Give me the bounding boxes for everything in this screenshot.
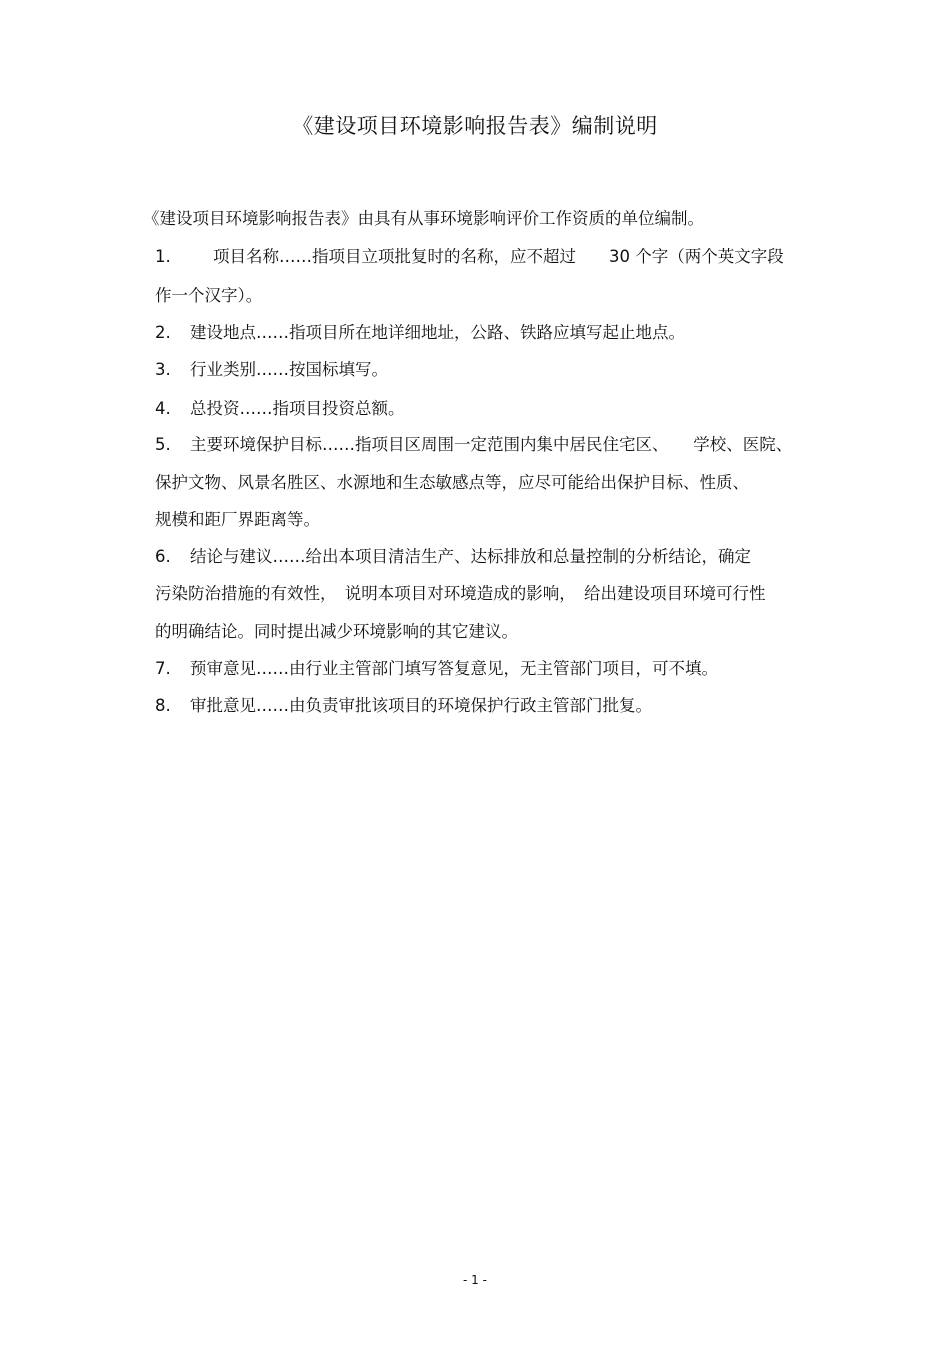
item-text: 结论与建议……给出本项目清洁生产、达标排放和总量控制的分析结论，确定: [190, 547, 751, 566]
document-title: 《建设项目环境影响报告表》编制说明: [292, 114, 658, 138]
item-text: 建设地点……指项目所在地详细地址，公路、铁路应填写起止地点。: [190, 323, 685, 342]
list-item-3: [155, 358, 388, 382]
item-text: 总投资……指项目投资总额。: [190, 399, 405, 418]
item-number: 5.: [155, 435, 171, 454]
item-text: 审批意见……由负责审批该项目的环境保护行政主管部门批复。: [190, 696, 652, 715]
list-item-8: [155, 694, 652, 718]
list-item-4: [155, 397, 405, 421]
item-text: 主要环境保护目标……指项目区周围一定范围内集中居民住宅区、 学校、医院、: [190, 435, 793, 454]
item-number: 7.: [155, 659, 171, 678]
item-number: 2.: [155, 323, 171, 342]
item-number: 6.: [155, 547, 171, 566]
list-item-1: [155, 245, 784, 269]
list-item-2: [155, 321, 685, 345]
item-text: 项目名称……指项目立项批复时的名称，应不超过 30 个字（两个英文字段: [213, 247, 784, 266]
list-item-1-continuation: 作一个汉字）。: [155, 286, 263, 305]
item-number: 8.: [155, 696, 171, 715]
list-item-6-continuation: 污染防治措施的有效性， 说明本项目对环境造成的影响， 给出建设项目环境可行性: [155, 584, 766, 603]
list-item-6: [155, 545, 751, 569]
intro-paragraph: 《建设项目环境影响报告表》由具有从事环境影响评价工作资质的单位编制。: [143, 209, 704, 228]
list-item-7: [155, 657, 718, 681]
item-number: 4.: [155, 399, 171, 418]
item-number: 3.: [155, 360, 171, 379]
list-item-5-continuation: 保护文物、风景名胜区、水源地和生态敏感点等，应尽可能给出保护目标、性质、: [155, 473, 749, 492]
page-number: - 1 -: [463, 1273, 487, 1287]
item-text: 行业类别……按国标填写。: [190, 360, 388, 379]
list-item-5-continuation: 规模和距厂界距离等。: [155, 510, 320, 529]
list-item-6-continuation: 的明确结论。同时提出减少环境影响的其它建议。: [155, 622, 518, 641]
list-item-5: [155, 433, 792, 457]
item-text: 预审意见……由行业主管部门填写答复意见，无主管部门项目，可不填。: [190, 659, 718, 678]
item-number: 1.: [155, 247, 171, 266]
